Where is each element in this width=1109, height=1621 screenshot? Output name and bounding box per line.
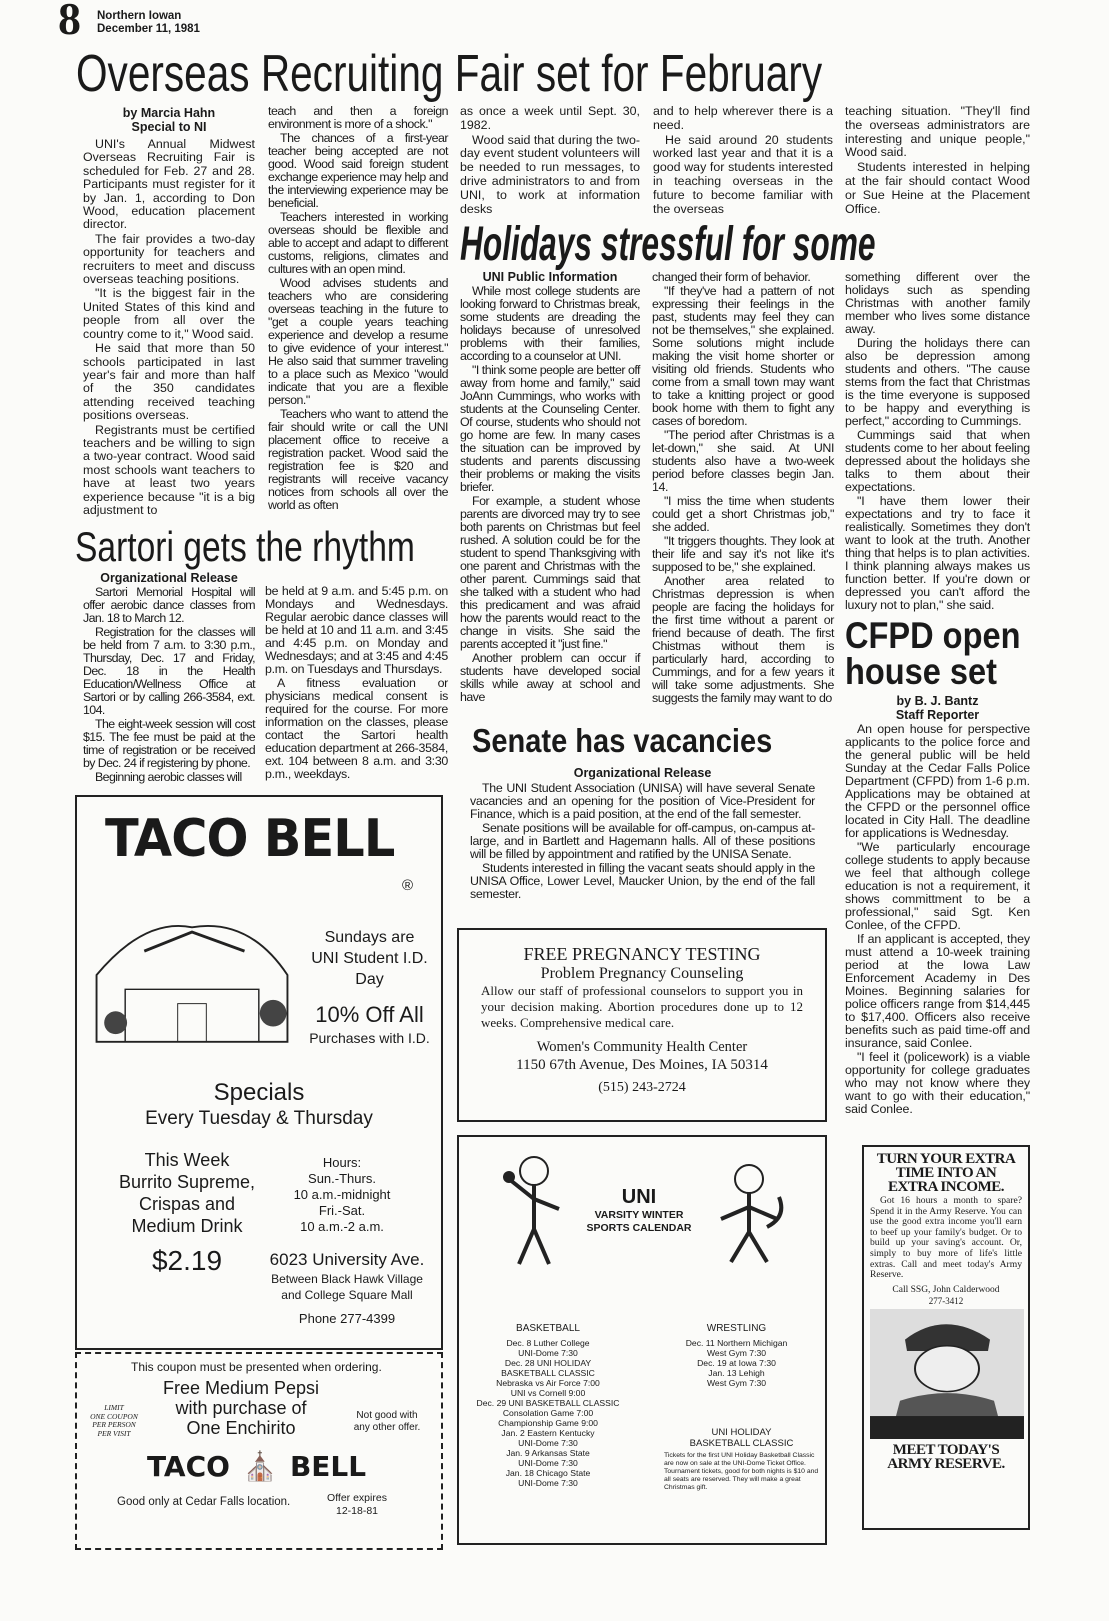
paragraph: Another area related to Christmas depression is when people are facing the holidays for the first time without a parent or friend because of death. The first Chistmas without them is particularly hard, according to Cummings, and for a few years it will take some adjustments. She suggests the family may want to do (652, 574, 834, 705)
ad-headline: TURN YOUR EXTRA TIME INTO AN EXTRA INCOME. (876, 1151, 1016, 1195)
headline-overseas: Overseas Recruiting Fair set for February (76, 45, 823, 103)
page-number: 8 (58, 0, 81, 44)
ad-title: FREE PREGNANCY TESTING (523, 944, 761, 964)
ad-body: Allow our staff of professional counselors to support you in your decision making. Abortion procedures done up to 12 weeks. Comprehensive medical care. (481, 983, 803, 1030)
promo-sunday-3: Day (355, 971, 384, 988)
hours (277, 1155, 407, 1235)
list-item: PER PERSON (92, 1420, 136, 1429)
paragraph: He said that more than 50 schools participated in last year's fair and more than half of the 350 candidates attending received teaching positions overseas. (83, 341, 255, 423)
list-item: Jan. 13 Lehigh (708, 1368, 765, 1378)
article-column (83, 138, 255, 518)
list-item: Championship Game 9:00 (498, 1418, 598, 1428)
paragraph: "I miss the time when students could get a short Christmas job," she added. (652, 494, 834, 534)
taco-bell-ad (75, 795, 443, 1350)
article-body (845, 723, 1030, 1117)
paragraph: An open house for perspective applicants to the police force and the general public will be held Sunday at the Cedar Falls Police Department (CFPD) from 1-6 p.m. Applications may be obtained at the CFPD or the personnel office located in City Hall. The deadline for applications is Wednesday. (845, 722, 1030, 840)
specials-title: Specials (213, 1079, 305, 1106)
list-item: Jan. 18 Chicago State (505, 1468, 591, 1478)
coupon-limit (83, 1404, 145, 1438)
list-item: 10 a.m.-2 a.m. (300, 1219, 384, 1234)
article-column (845, 271, 1030, 613)
byline: by Marcia Hahn (122, 106, 216, 120)
paragraph: Registrants must be certified teachers and be willing to sign a two-year contract. Wood said most schools want teachers to have at least two years experience because "it is a big adjustment to (83, 422, 255, 517)
ad-body: Got 16 hours a month to spare? Spend it in the Army Reserve. You can use the good extra income you'll earn to beef up your family's budget. Or to build up your saving's account. Or, simply to buy more of life's little extras. Call and meet today's Army Reserve. (870, 1195, 1022, 1281)
list-item: Dec. 11 Northern Michigan (685, 1338, 788, 1348)
classic-ticket-info: Tickets for the first UNI Holiday Basketball Classic are now on sale at the UNI-Dome Ticket Office. Tournament tickets, good for both nights is $10 and all seats are reserved. They will make a great Christmas gift. (664, 1452, 819, 1491)
coupon-location: Good only at Cedar Falls location. (117, 1496, 291, 1508)
paper-name: Northern Iowan (97, 10, 182, 22)
paragraph: During the holidays there can also be depression among students and others. "The cause stems from the fact that Christmas is the time everyone is supposed to be happy and everything is perfect," according to Cummings. (845, 336, 1030, 428)
calendar-subtitle: VARSITY WINTER (594, 1209, 684, 1221)
sports-calendar (457, 1135, 827, 1545)
paragraph: The fair provides a two-day opportunity for teachers and recruiters to meet and discuss overseas teaching positions. (83, 231, 255, 287)
paragraph: While most college students are looking forward to Christmas break, some students are dreading the holidays because of unresolved problems with their families, according to a counselor at UNI. (460, 284, 640, 363)
paragraph: teach and then a foreign environment is more of a shock." (268, 104, 448, 131)
special-item: Medium Drink (131, 1216, 243, 1236)
paragraph: "It is the biggest fair in the United States of this kind and people from all over the country come to it," Wood said. (83, 286, 255, 341)
ad-address: 1150 67th Avenue, Des Moines, IA 50314 (516, 1057, 768, 1073)
headline-holidays: Holidays stressful for some (460, 218, 876, 271)
paragraph: The chances of a first-year teacher being accepted are not good. Wood said foreign student exchange experience may help and the interviewing experience may be beneficial. (268, 131, 448, 210)
coupon-terms: Not good with (356, 1410, 418, 1421)
headline-cfpd-2: house set (845, 651, 997, 692)
paragraph: "I feel it (policework) is a viable opportunity for college graduates who may not know where they want to go with their education," said Conlee. (845, 1050, 1030, 1116)
list-item: Jan. 9 Arkansas State (506, 1448, 590, 1458)
list-item: ONE COUPON (90, 1411, 138, 1421)
paragraph: Registration for the classes will be held from 7 a.m. to 3:30 p.m., Thursday, Dec. 17 and Friday, Dec. 18 in the Health Education/Wellness Office at Sartori or by calling 266-3584, ext. 104. (83, 625, 255, 717)
list-item: UNI vs Cornell 9:00 (510, 1388, 586, 1398)
promo-sunday: Sundays are (324, 929, 415, 946)
list-item: Consolation Game 7:00 (502, 1408, 594, 1418)
ad-phone: (515) 243-2724 (598, 1080, 686, 1095)
special-price: $2.19 (151, 1245, 223, 1276)
classic-heading: UNI HOLIDAY (711, 1427, 772, 1438)
list-item: Fri.-Sat. (318, 1203, 366, 1218)
list-item: LIMIT (104, 1403, 124, 1412)
list-item: UNI-Dome 7:30 (518, 1438, 578, 1448)
restaurant-illustration (87, 895, 297, 1055)
address-detail: Between Black Hawk Village (271, 1272, 423, 1286)
address-detail: and College Square Mall (281, 1288, 413, 1302)
panther-mascot-icon (499, 1149, 569, 1269)
paragraph: "We particularly encourage college students to apply because we feel that although college education is not a requirement, it shows committment to be a professional," said Sgt. Ken Conlee, of the CFPD. (845, 840, 1030, 932)
headline-sartori: Sartori gets the rhythm (75, 523, 415, 570)
paragraph: For example, a student whose parents are divorced may try to see both parents on Christmas but feel rushed. A solution could be for the student to spend Thanksgiving with one parent and Christmas with the other parent. Cummings said that she talked with a student who had this predicament and was afraid how the parents would react to the change in visits. She said the parents accepted it "just fine." (460, 494, 640, 651)
list-item: UNI-Dome 7:30 (518, 1478, 578, 1488)
coupon-logo: TACO (147, 1450, 230, 1483)
paragraph: "It triggers thoughts. They look at their life and say it's not like it's supposed to be," she explained. (652, 534, 834, 574)
wrestling-heading: WRESTLING (706, 1323, 767, 1334)
paragraph: as once a week until Sept. 30, 1982. (460, 104, 640, 132)
article-column (460, 285, 640, 705)
article-column (268, 105, 448, 513)
list-item: Jan. 2 Eastern Kentucky (501, 1428, 595, 1438)
address: 6023 University Ave. (269, 1250, 425, 1269)
list-item: Hours: (322, 1155, 362, 1170)
byline: UNI Public Information (482, 270, 618, 284)
paragraph: "I think some people are better off away from home and family," said JoAnn Cummings, who works with students at the Counseling Center. Of course, students who should not go home are few. In many cases the situation can be improved by students and parents discussing their problems or making the visits briefer. (460, 363, 640, 494)
article-column (83, 586, 255, 785)
this-week: This Week (144, 1150, 230, 1170)
paragraph: and to help wherever there is a need. (653, 104, 833, 132)
paragraph: He said around 20 students worked last year and that it is a good way for students interested in teaching overseas in the future to become familiar with the overseas (653, 132, 833, 216)
bell-icon: ⛪ (242, 1450, 278, 1483)
special-item: Burrito Supreme, (118, 1172, 256, 1192)
article-column (845, 105, 1030, 217)
taco-bell-coupon[interactable] (75, 1352, 443, 1550)
paragraph: Students interested in helping at the fair should contact Wood or Sue Heine at the Placement Office. (845, 160, 1030, 216)
paragraph: "If they've had a pattern of not expressing their feelings in the past, students may feel they can not be themselves," she explained. Some solutions might include making the visit home shorter or visiting old friends. Students who come from a small town may want to take a knitting project or good book home with them to fight any cases of boredom. (652, 284, 834, 428)
discount: 10% Off All (315, 1002, 424, 1027)
coupon-notice: This coupon must be presented when ordering. (131, 1360, 382, 1374)
byline: Organizational Release (573, 766, 712, 780)
paragraph: teaching situation. "They'll find the overseas administrators are interesting and unique people," Wood said. (845, 104, 1030, 160)
paragraph: A fitness evaluation or physicians medical consent is required for the course. For more information on the classes, please contact the Sartori health education department at 266-3584, ext. 104 between 8 a.m. and 3:30 p.m., weekdays. (265, 676, 448, 781)
list-item: Dec. 29 UNI BASKETBALL CLASSIC (476, 1398, 620, 1408)
list-item: West Gym 7:30 (706, 1348, 767, 1358)
soldier-illustration (870, 1309, 1024, 1439)
basketball-schedule (459, 1338, 637, 1488)
coupon-terms: any other offer. (353, 1422, 421, 1433)
army-reserve-ad (862, 1145, 1030, 1530)
byline: by B. J. Bantz (896, 694, 979, 708)
coupon-expiry-date: 12-18-81 (335, 1505, 379, 1517)
list-item: UNI-Dome 7:30 (518, 1458, 578, 1468)
paragraph: Another problem can occur if students have developed social skills while away at school and have (460, 651, 640, 704)
paragraph: If an applicant is accepted, they must attend a 10-week training period at the Iowa Law Enforcement Academy in Des Moines. Beginning salaries for police officers range from $14,445 to $17,400. Officers also receive benefits such as paid time-off and insurance, said Conlee. (845, 932, 1030, 1050)
promo-sunday-2: UNI Student I.D. (311, 950, 428, 967)
byline-title: Staff Reporter (895, 708, 980, 722)
coupon-offer: One Enchirito (186, 1418, 296, 1438)
paragraph: Beginning aerobic classes will (95, 770, 242, 784)
paragraph: Students interested in filling the vacant seats should apply in the UNISA Office, Lower Level, Maucker Union, by the end of the fall semester. (470, 861, 815, 901)
article-body (470, 782, 815, 902)
byline-affiliation: Special to NI (131, 120, 207, 134)
list-item: 10 a.m.-midnight (293, 1187, 391, 1202)
paragraph: Senate positions will be available for off-campus, on-campus at-large, and in Bartlett and Hagemann halls. All of these positions will be filled by appointment and ratified by the UNISA Senate. (470, 821, 815, 861)
paragraph: UNI's Annual Midwest Overseas Recruiting Fair is scheduled for Feb. 27 and 28. Participants must register for it by Jan. 1, according to Don Wood, education placement director. (83, 137, 255, 232)
ad-organization: Women's Community Health Center (536, 1039, 748, 1055)
pregnancy-testing-ad (457, 928, 827, 1122)
headline-cfpd: CFPD open (845, 615, 1021, 656)
paragraph: "I have them lower their expectations and try to face it realistically. Sometimes they don't want to look at the truth. Another thing that helps is to plan activities. I think planning always makes us function better. If you're down or depressed you can't afford the luxury not to plan," she said. (845, 494, 1030, 612)
discount-detail: Purchases with I.D. (309, 1030, 430, 1046)
list-item: Nebraska vs Air Force 7:00 (496, 1378, 600, 1388)
ad-phone: 277-3412 (928, 1295, 964, 1306)
basketball-heading: BASKETBALL (516, 1323, 580, 1334)
list-item: Sun.-Thurs. (308, 1171, 376, 1186)
list-item: West Gym 7:30 (706, 1378, 767, 1388)
calendar-subtitle: SPORTS CALENDAR (586, 1222, 692, 1234)
list-item: BASKETBALL CLASSIC (501, 1368, 595, 1378)
panther-mascot-icon (709, 1157, 789, 1267)
paragraph: Teachers who want to attend the fair should write or call the UNI placement office to receive a registration packet. Wood said the registration fee is $20 and registrants will receive vacancy notices from schools all over the world as often (268, 407, 448, 512)
list-item: Dec. 19 at Iowa 7:30 (697, 1358, 776, 1368)
paragraph: something different over the holidays such as spending Christmas with another family member who lives some distance away. (845, 270, 1030, 336)
byline: Organizational Release (100, 571, 238, 585)
ad-subtitle: Problem Pregnancy Counseling (540, 965, 744, 982)
paragraph: be held at 9 a.m. and 5:45 p.m. on Mondays and Wednesdays. Regular aerobic dance classes will be held at 10 and 11 a.m. and 3:45 and 4:45 p.m. on Monday and Wednesdays; and at 3:45 and 4:45 p.m. on Tuesdays and Thursdays. (265, 584, 448, 676)
ad-footer: MEET TODAY'S ARMY RESERVE. (887, 1441, 1005, 1472)
list-item: UNI-Dome 7:30 (518, 1348, 578, 1358)
coupon-offer: Free Medium Pepsi (162, 1378, 320, 1398)
ad-contact: Call SSG, John Calderwood (892, 1284, 1000, 1295)
paragraph: Sartori Memorial Hospital will offer aerobic dance classes from Jan. 18 to March 12. (83, 585, 255, 625)
calendar-title: UNI (621, 1186, 657, 1208)
classic-heading: BASKETBALL CLASSIC (689, 1438, 794, 1449)
coupon-logo: BELL (289, 1450, 367, 1483)
phone: Phone 277-4399 (298, 1311, 396, 1326)
paragraph: Wood said that during the two-day event student volunteers will be needed to run messages, to drive administrators to and from UNI, to work at information desks (460, 132, 640, 216)
taco-bell-logo: TACO BELL (105, 809, 395, 869)
article-column (460, 105, 640, 217)
article-column (265, 585, 448, 782)
registered-mark: ® (402, 877, 414, 894)
paragraph: changed their form of behavior. (652, 270, 811, 284)
coupon-expiry: Offer expires (327, 1492, 387, 1504)
paragraph: Wood advises students and teachers who are considering overseas teaching in the future to "get a couple years teaching experience and develop a resume to give evidence of your interest." He also said that summer traveling to a place such as Mexico "would indicate that you are a flexible person." (268, 276, 448, 407)
paragraph: The eight-week session will cost $15. The fee must be paid at the time of registration or be received by Dec. 24 if registering by phone. (83, 717, 255, 770)
special-item: Crispas and (138, 1194, 236, 1214)
article-column (652, 271, 834, 706)
list-item: Dec. 28 UNI HOLIDAY (504, 1358, 592, 1368)
specials-days: Every Tuesday & Thursday (145, 1108, 373, 1129)
paragraph: Cummings said that when students come to her about feeling depressed about the holidays she talks to them about their expectations. (845, 428, 1030, 494)
list-item: Dec. 8 Luther College (506, 1338, 590, 1348)
wrestling-schedule (649, 1338, 824, 1388)
paragraph: "The period after Christmas is a let-down," she said. At UNI students also have a two-week period before classes begin Jan. 14. (652, 428, 834, 494)
issue-date: December 11, 1981 (97, 23, 200, 35)
paragraph: Teachers interested in working overseas should be flexible and able to accept and adapt to different customs, religions, climates and cultures with an open mind. (268, 210, 448, 276)
article-column (653, 105, 833, 217)
paragraph: The UNI Student Association (UNISA) will have several Senate vacancies and an opening for the position of Vice-President for Finance, which is a paid position, at the end of the fall semester. (470, 781, 815, 821)
coupon-offer: with purchase of (175, 1398, 307, 1418)
list-item: PER VISIT (97, 1428, 131, 1438)
headline-senate: Senate has vacancies (472, 722, 773, 759)
